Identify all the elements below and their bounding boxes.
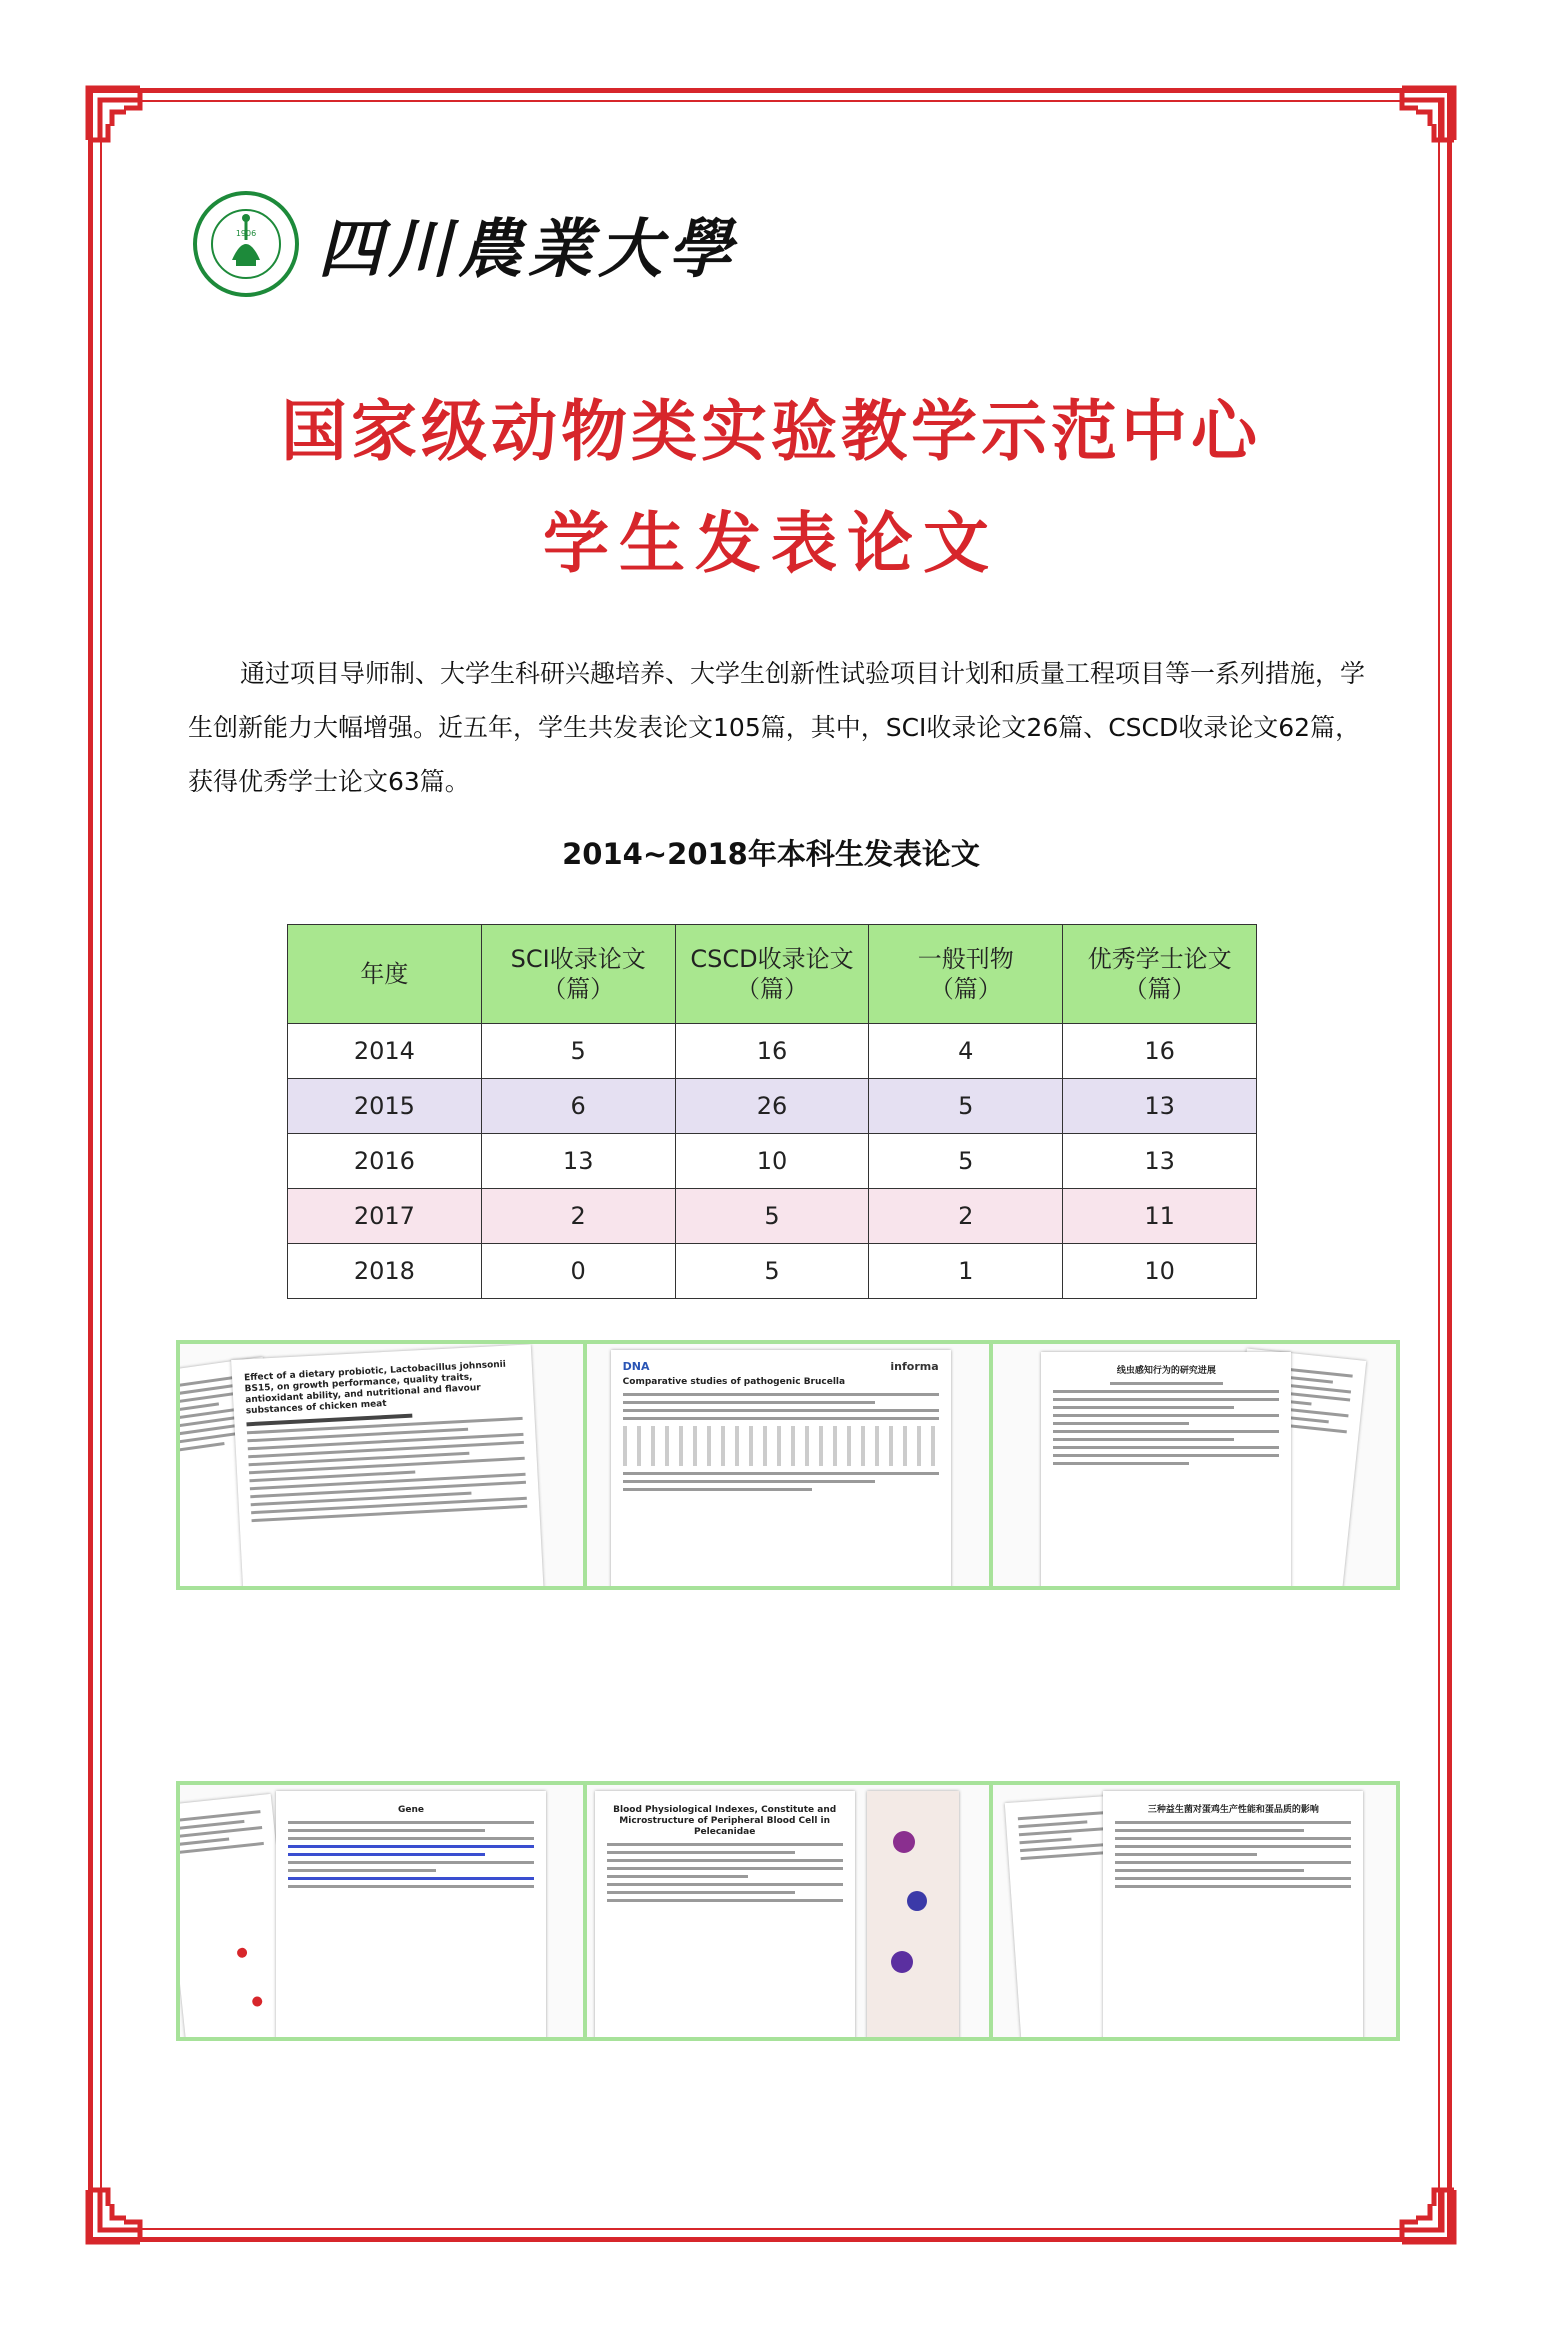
cell-cscd: 10 <box>675 1134 869 1189</box>
paper-thumbnails-row-2 <box>176 1781 1400 2041</box>
header-unit: （篇） <box>929 975 1002 1003</box>
cell-sci: 6 <box>481 1079 675 1134</box>
cell-thesis: 13 <box>1063 1079 1257 1134</box>
corner-ornament-bottom-left <box>80 2154 176 2250</box>
header-general <box>869 925 1063 1024</box>
table-header-row <box>288 925 1257 1024</box>
paper-figure-page <box>867 1791 959 2037</box>
cell-general: 4 <box>869 1024 1063 1079</box>
header-sci <box>481 925 675 1024</box>
cell-year: 2014 <box>288 1024 482 1079</box>
paper-title: 线虫感知行为的研究进展 <box>1116 1366 1216 1376</box>
journal-brand: DNA <box>622 1360 650 1373</box>
corner-ornament-top-left <box>80 80 176 176</box>
paper-page <box>1103 1791 1363 2037</box>
paper-thumbnail <box>587 1785 994 2037</box>
cell-sci: 0 <box>481 1244 675 1299</box>
header-year <box>288 925 482 1024</box>
cell-general: 1 <box>869 1244 1063 1299</box>
paper-thumbnail <box>993 1344 1396 1586</box>
cell-sci: 5 <box>481 1024 675 1079</box>
table-row <box>288 1189 1257 1244</box>
cell-cscd: 26 <box>675 1079 869 1134</box>
university-logo <box>192 190 738 298</box>
paper-title: Blood Physiological Indexes, Constitute and Microstructure of Peripheral Blood Cell in Pelecanidae <box>613 1805 837 1837</box>
university-seal-icon <box>192 190 300 298</box>
publisher-brand: informa <box>890 1360 939 1373</box>
header-label: 优秀学士论文 <box>1087 945 1232 973</box>
paper-title: Gene <box>397 1805 424 1815</box>
corner-ornament-bottom-right <box>1366 2154 1462 2250</box>
corner-ornament-top-right <box>1366 80 1462 176</box>
cell-general: 2 <box>869 1189 1063 1244</box>
table-title: 2014~2018年本科生发表论文 <box>562 837 980 871</box>
header-cscd <box>675 925 869 1024</box>
table-row <box>288 1134 1257 1189</box>
cell-cscd: 5 <box>675 1189 869 1244</box>
cell-sci: 2 <box>481 1189 675 1244</box>
header-label: 一般刊物 <box>917 945 1014 973</box>
paper-title: 三种益生菌对蛋鸡生产性能和蛋品质的影响 <box>1147 1805 1319 1815</box>
intro-paragraph: 通过项目导师制、大学生科研兴趣培养、大学生创新性试验项目计划和质量工程项目等一系列措施，学生创新能力大幅增强。近五年，学生共发表论文105篇，其中，SCI收录论文26篇、CSCD收录论文62篇，获得优秀学士论文63篇。 <box>188 659 1366 796</box>
university-name: 四川農業大學 <box>318 212 738 287</box>
paper-page <box>276 1791 546 2037</box>
page-subtitle: 学生发表论文 <box>543 504 999 582</box>
paper-thumbnail <box>180 1344 587 1586</box>
paper-page <box>1041 1352 1291 1586</box>
paper-title: Effect of a dietary probiotic, Lactobacillus johnsonii BS15, on growth performance, quality traits, antioxidant ability, and nutritional and flavour substances of chicken meat <box>243 1359 507 1417</box>
header-label: 年度 <box>360 960 409 988</box>
paper-title: Comparative studies of pathogenic Brucella <box>622 1377 846 1387</box>
header-label: CSCD收录论文 <box>690 945 854 973</box>
paper-page <box>595 1791 855 2037</box>
table-row <box>288 1244 1257 1299</box>
header-label: SCI收录论文 <box>510 945 646 973</box>
cell-year: 2016 <box>288 1134 482 1189</box>
cell-general: 5 <box>869 1079 1063 1134</box>
header-unit: （篇） <box>735 975 808 1003</box>
page-title: 国家级动物类实验教学示范中心 <box>281 392 1261 470</box>
cell-thesis: 13 <box>1063 1134 1257 1189</box>
paper-thumbnail <box>180 1785 587 2037</box>
cell-general: 5 <box>869 1134 1063 1189</box>
cell-year: 2017 <box>288 1189 482 1244</box>
cell-thesis: 10 <box>1063 1244 1257 1299</box>
paper-page <box>611 1350 951 1586</box>
cell-thesis: 16 <box>1063 1024 1257 1079</box>
table-row <box>288 1024 1257 1079</box>
paper-page <box>231 1344 545 1586</box>
paper-thumbnail <box>993 1785 1396 2037</box>
seal-year: 1906 <box>235 229 257 238</box>
paper-thumbnail <box>587 1344 994 1586</box>
header-unit: （篇） <box>1123 975 1196 1003</box>
cell-year: 2015 <box>288 1079 482 1134</box>
publications-table <box>287 924 1257 1299</box>
cell-thesis: 11 <box>1063 1189 1257 1244</box>
header-bachelor-thesis <box>1063 925 1257 1024</box>
cell-sci: 13 <box>481 1134 675 1189</box>
paper-thumbnails-row-1 <box>176 1340 1400 1590</box>
cell-year: 2018 <box>288 1244 482 1299</box>
cell-cscd: 16 <box>675 1024 869 1079</box>
cell-cscd: 5 <box>675 1244 869 1299</box>
table-row <box>288 1079 1257 1134</box>
header-unit: （篇） <box>542 975 615 1003</box>
